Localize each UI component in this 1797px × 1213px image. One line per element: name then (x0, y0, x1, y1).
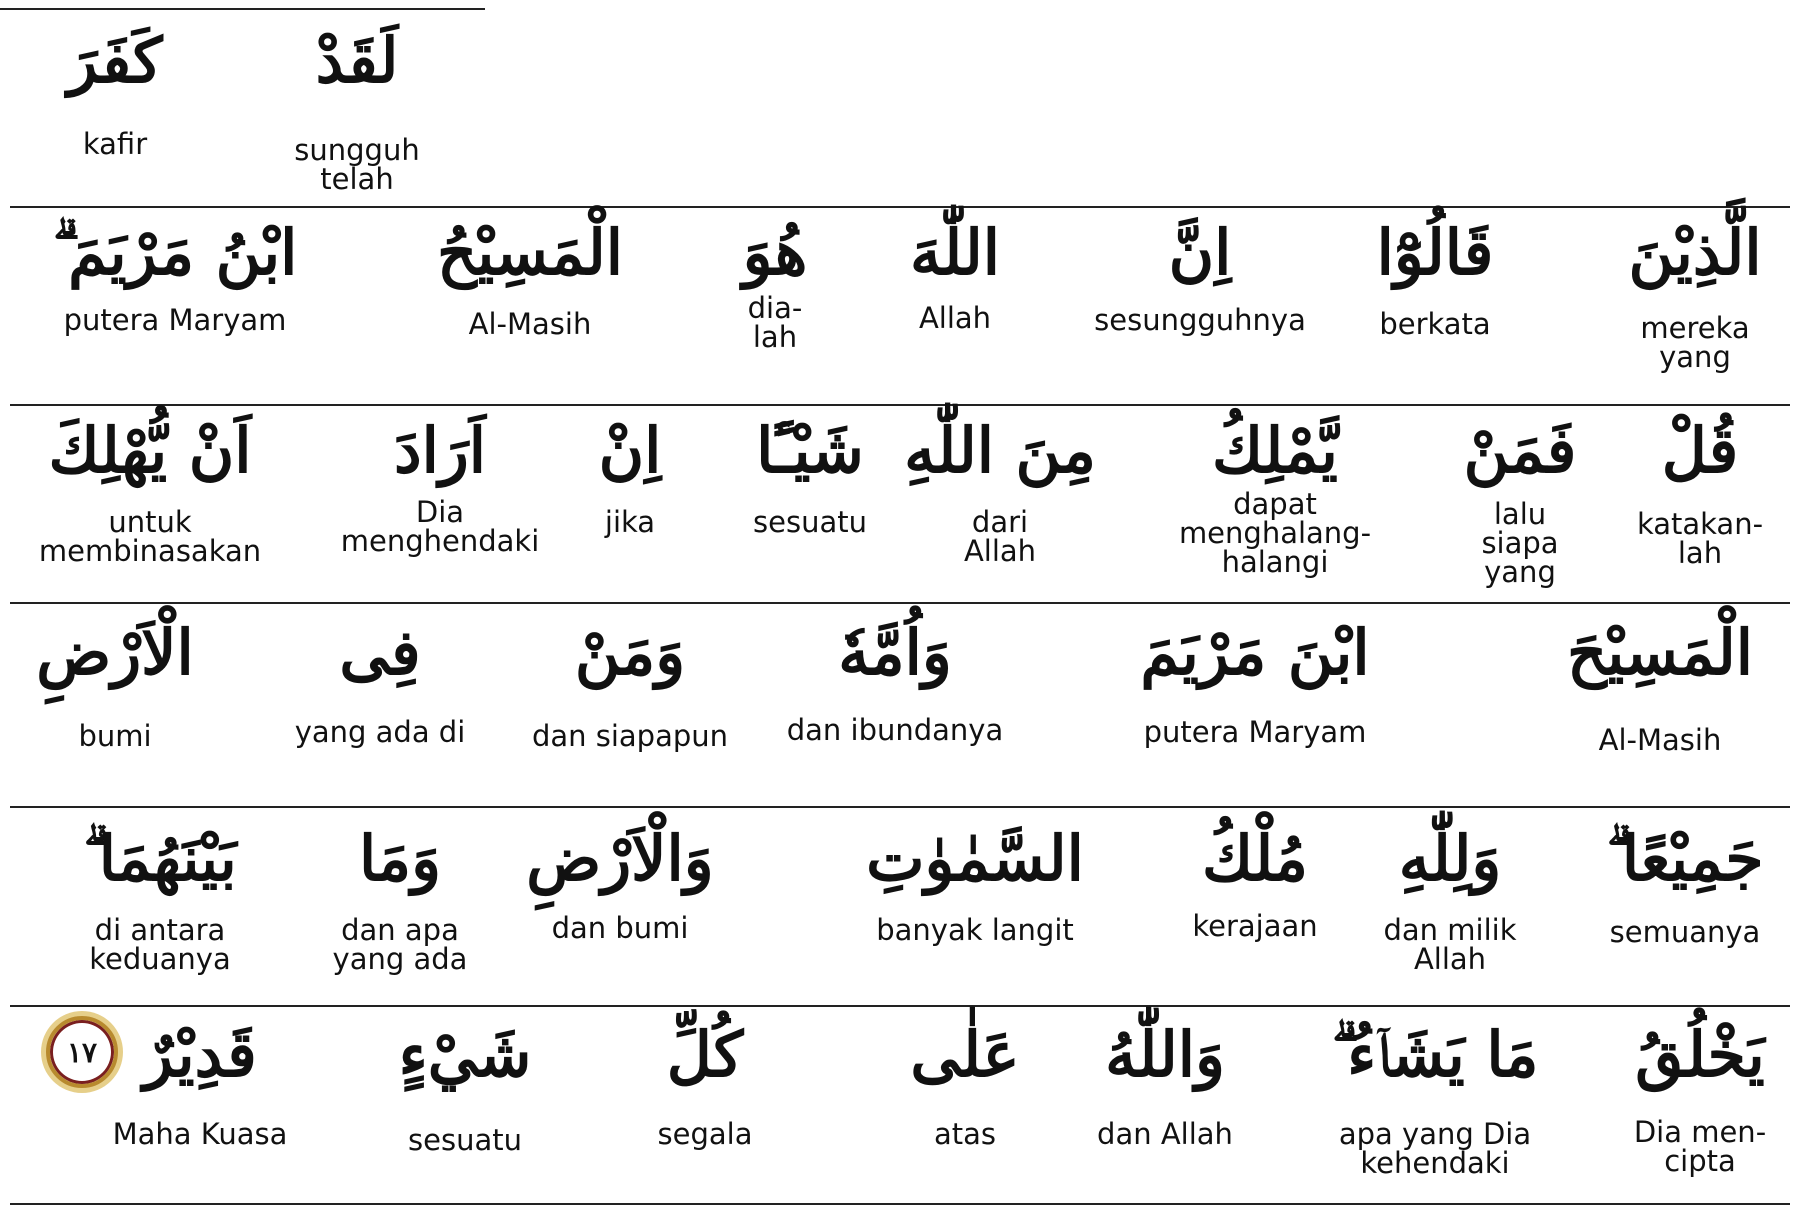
arabic-word: وَاللّٰهُ (1105, 1018, 1225, 1091)
translation: Al-Masih (468, 307, 592, 341)
arabic-word: كُلِّ (666, 1018, 744, 1091)
translation: sungguh telah (294, 133, 420, 196)
row-divider (0, 8, 485, 10)
word-pair (880, 216, 1030, 335)
row-divider (10, 1005, 1790, 1007)
translation: dan siapapun (531, 719, 729, 753)
arabic-word: يَخْلُقُ (1635, 1018, 1765, 1091)
arabic-word: الْمَسِيْحُ (437, 216, 623, 289)
arabic-word: مِنَ اللّٰهِ (904, 414, 1096, 487)
arabic-word: هُوَ (742, 216, 808, 289)
row-divider (10, 1203, 1790, 1205)
verse-number: ١٧ (66, 1035, 98, 1069)
arabic-word: شَيْءٍ (398, 1018, 532, 1091)
arabic-word: بَيْنَهُمَا ۗ (83, 822, 237, 895)
word-pair (570, 414, 690, 539)
word-pair (390, 1018, 540, 1157)
arabic-word: عَلٰى (910, 1018, 1020, 1091)
translation: Al-Masih (1598, 723, 1722, 757)
arabic-word: قُلْ (1661, 414, 1739, 487)
translation: Allah (918, 301, 992, 335)
arabic-word: مَا يَشَاۤءُ ۗ (1331, 1018, 1539, 1091)
word-pair (30, 24, 200, 161)
translation: dan apa yang ada (332, 913, 468, 976)
word-pair (1350, 216, 1520, 341)
translation: apa yang Dia kehendaki (1338, 1117, 1532, 1180)
word-pair (340, 414, 540, 558)
word-pair (1110, 616, 1400, 749)
word-pair (720, 414, 900, 539)
word-pair (290, 616, 470, 749)
word-pair (20, 616, 210, 753)
translation: dan milik Allah (1383, 913, 1517, 976)
arabic-word: اَنْ يُّهْلِكَ (48, 414, 252, 487)
word-pair (1575, 216, 1797, 374)
word-pair (310, 822, 490, 976)
translation: banyak langit (876, 913, 1074, 947)
arabic-word: ابْنُ مَرْيَمَ ۗ (52, 216, 298, 289)
word-pair (420, 216, 640, 341)
word-pair (1600, 1018, 1797, 1178)
word-pair (904, 414, 1096, 568)
word-pair (775, 616, 1015, 747)
word-pair (610, 1018, 800, 1151)
arabic-word: وَالْاَرْضِ (526, 822, 714, 895)
arabic-word: شَيْـًٔا (756, 414, 864, 487)
arabic-word: الْمَسِيْحَ (1567, 616, 1753, 689)
translation: untuk membinasakan (38, 505, 262, 568)
arabic-word: الَّذِيْنَ (1628, 216, 1762, 289)
translation: jika (604, 505, 656, 539)
translation: dapat menghalang- halangi (1178, 487, 1372, 579)
word-pair (1545, 616, 1775, 757)
word-pair (60, 822, 260, 976)
arabic-word: قَالُوْٓا (1376, 216, 1494, 289)
word-pair (1180, 822, 1330, 943)
arabic-word: اللّٰهَ (910, 216, 1000, 289)
arabic-word: السَّمٰوٰتِ (866, 822, 1084, 895)
arabic-word: وَمَا (358, 822, 442, 895)
translation: atas (933, 1117, 997, 1151)
translation: dan bumi (551, 911, 689, 945)
translation: segala (657, 1117, 753, 1151)
translation: lalu siapa yang (1481, 497, 1559, 589)
word-pair (1165, 414, 1385, 579)
translation: dari Allah (963, 505, 1037, 568)
translation: Dia menghendaki (340, 495, 540, 558)
arabic-word: وَاُمَّهٗ (838, 616, 952, 689)
translation: semuanya (1609, 915, 1761, 949)
word-pair (520, 822, 720, 945)
word-pair (1440, 414, 1600, 589)
row-divider (10, 806, 1790, 808)
arabic-word: وَمَنْ (574, 616, 686, 689)
translation: bumi (78, 719, 152, 753)
word-pair (1080, 1018, 1250, 1151)
arabic-word: ابْنَ مَرْيَمَ (1140, 616, 1370, 689)
arabic-word: اِنَّ (1168, 216, 1232, 289)
translation: sesuatu (408, 1123, 522, 1157)
row-divider (10, 404, 1790, 406)
arabic-word: اَرَادَ (393, 414, 486, 487)
arabic-word: جَمِيْعًا ۗ (1606, 822, 1764, 895)
arabic-word: مُلْكُ (1202, 822, 1308, 895)
row-divider (10, 602, 1790, 604)
translation: putera Maryam (63, 303, 287, 337)
arabic-word: فِى (339, 616, 421, 689)
translation: putera Maryam (1143, 715, 1367, 749)
word-pair (100, 1018, 300, 1151)
translation: kerajaan (1192, 909, 1318, 943)
word-pair (860, 822, 1090, 947)
arabic-word: كَفَرَ (67, 24, 163, 97)
translation: dan Allah (1097, 1117, 1233, 1151)
arabic-word: اِنْ (598, 414, 662, 487)
word-pair (1620, 414, 1780, 570)
translation: berkata (1379, 307, 1491, 341)
word-pair (272, 24, 442, 196)
word-pair (1080, 216, 1320, 337)
word-pair (900, 1018, 1030, 1151)
translation: dia- lah (747, 291, 803, 354)
translation: mereka yang (1640, 311, 1750, 374)
word-pair (700, 216, 850, 354)
arabic-word: وَلِلّٰهِ (1398, 822, 1502, 895)
translation: yang ada di (294, 715, 466, 749)
arabic-word: فَمَنْ (1463, 414, 1577, 487)
word-pair (1590, 822, 1780, 949)
translation: dan ibundanya (786, 713, 1004, 747)
arabic-word: قَدِيْرٌ (143, 1018, 257, 1091)
translation: katakan- lah (1636, 507, 1764, 570)
word-pair (40, 216, 310, 337)
translation: Maha Kuasa (112, 1117, 288, 1151)
translation: sesuatu (753, 505, 867, 539)
arabic-word: لَقَدْ (315, 24, 399, 97)
translation: di antara keduanya (89, 913, 231, 976)
arabic-word: الْاَرْضِ (36, 616, 194, 689)
word-pair (1310, 1018, 1560, 1180)
row-divider (10, 206, 1790, 208)
word-pair (1370, 822, 1530, 976)
arabic-word: يَّمْلِكُ (1212, 414, 1338, 487)
verse-number-medallion (46, 1016, 118, 1088)
translation: Dia men- cipta (1633, 1115, 1767, 1178)
word-pair (20, 414, 280, 568)
word-pair (520, 616, 740, 753)
translation: kafir (82, 127, 148, 161)
translation: sesungguhnya (1094, 303, 1306, 337)
